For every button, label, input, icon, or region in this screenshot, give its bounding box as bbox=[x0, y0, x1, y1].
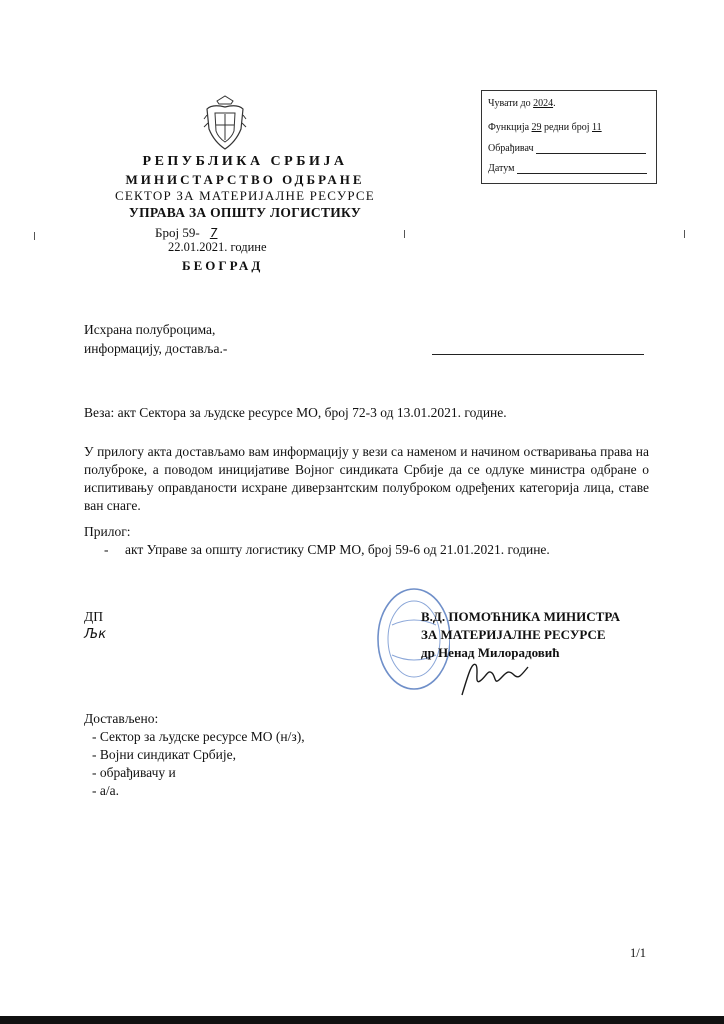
document-city: БЕОГРАД bbox=[182, 258, 264, 273]
document-date: 22.01.2021. године bbox=[168, 240, 267, 254]
retention-function: Функција 29 редни број 11 bbox=[488, 122, 602, 133]
distribution-label: Достављено: bbox=[84, 711, 159, 726]
handwritten-number: 7 bbox=[209, 226, 218, 240]
subject-line-1: Исхрана полуброцима, bbox=[84, 322, 216, 337]
serbia-coat-of-arms-icon bbox=[203, 95, 247, 151]
reference-text: Веза: акт Сектора за људске ресурсе МО, број 72-3 од 13.01.2021. године. bbox=[84, 405, 507, 420]
scan-artifact bbox=[34, 232, 35, 240]
signature-title-1: В.Д. ПОМОЋНИКА МИНИСТРА bbox=[421, 609, 620, 624]
initials-typed: ДП bbox=[84, 609, 103, 624]
signature-title-2: ЗА МАТЕРИЈАЛНЕ РЕСУРСЕ bbox=[421, 627, 606, 642]
retention-date: Датум bbox=[488, 164, 647, 174]
body-paragraph: У прилогу акта достављамо вам информацију у вези са наменом и начином остваривања права на полуброке, а поводом иницијативе Војног синдиката Србије да се одлуке министра одбране о испитивању оправданости исхране диверзантским полуброком одређених категорија лица, ставе ван снаге. bbox=[84, 444, 649, 513]
header-ministry: МИНИСТАРСТВО ОДБРАНЕ bbox=[125, 172, 365, 187]
distribution-item: - Сектор за људске ресурсе МО (н/з), bbox=[92, 729, 305, 744]
retention-processor: Обрађивач bbox=[488, 144, 646, 154]
retention-box bbox=[481, 90, 657, 184]
attachment-item: акт Управе за општу логистику СМР МО, број 59-6 од 21.01.2021. године. bbox=[125, 542, 550, 557]
page-number: 1/1 bbox=[630, 946, 646, 960]
recipient-line bbox=[432, 354, 644, 355]
distribution-item: - обрађивачу и bbox=[92, 765, 176, 780]
scan-bottom-edge bbox=[0, 1016, 724, 1024]
document-number: Број 59- 7 bbox=[155, 225, 228, 241]
subject-line-2: информацију, доставља.- bbox=[84, 341, 228, 356]
header-country: РЕПУБЛИКА СРБИЈА bbox=[142, 154, 348, 169]
scan-artifact bbox=[684, 230, 685, 238]
header-sector: СЕКТОР ЗА МАТЕРИЈАЛНЕ РЕСУРСЕ bbox=[115, 188, 375, 203]
initials-handwritten: Љк bbox=[84, 627, 107, 642]
attachment-label: Прилог: bbox=[84, 524, 131, 539]
retention-keep-until: Чувати до 2024. bbox=[488, 98, 556, 109]
header-department: УПРАВА ЗА ОПШТУ ЛОГИСТИКУ bbox=[128, 205, 362, 220]
handwritten-signature-icon bbox=[458, 655, 538, 700]
attachment-dash: - bbox=[104, 542, 109, 557]
distribution-item: - а/а. bbox=[92, 783, 119, 798]
scan-artifact bbox=[404, 230, 405, 238]
signature-name: др Ненад Милорадовић bbox=[421, 645, 560, 660]
distribution-item: - Војни синдикат Србије, bbox=[92, 747, 236, 762]
